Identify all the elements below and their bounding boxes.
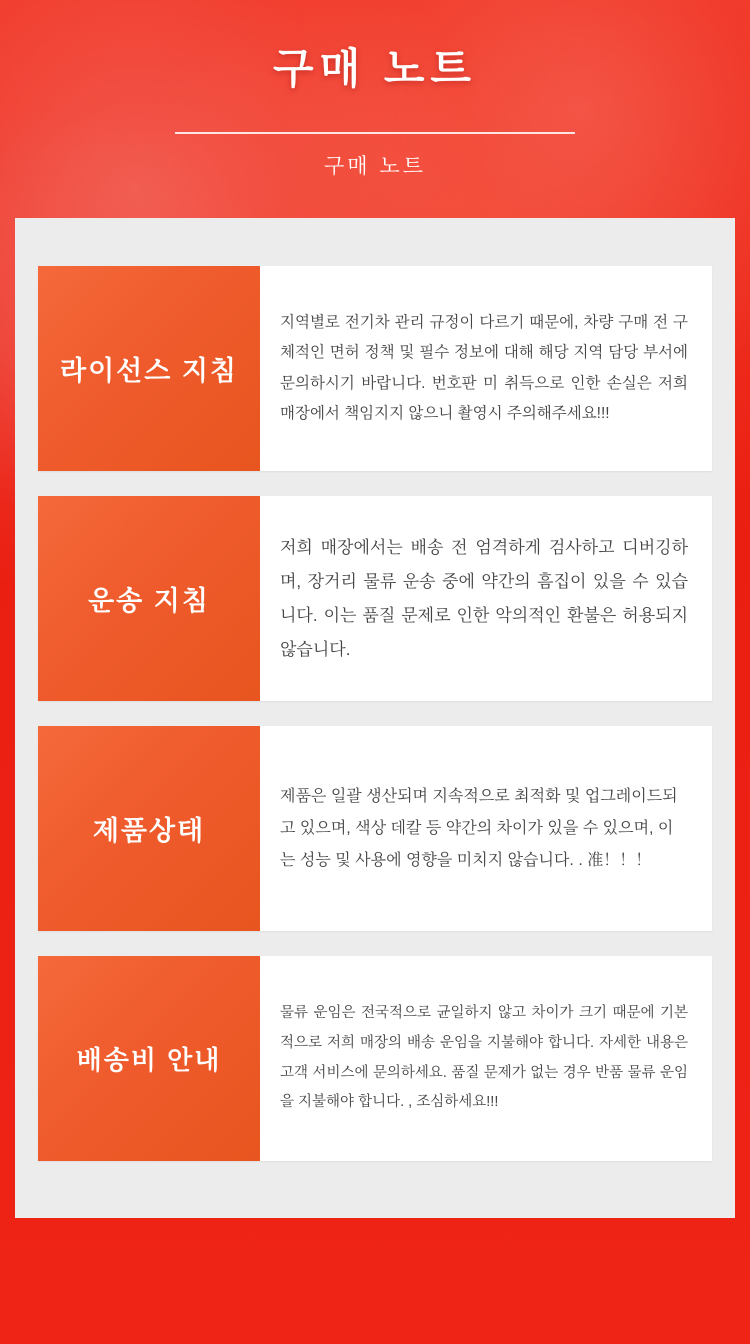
note-emphasis: 准！！！ — [587, 851, 652, 869]
note-card-shipping-instructions — [38, 496, 712, 701]
page-header — [0, 0, 750, 180]
note-text-wrap — [280, 781, 688, 877]
note-text: 저희 매장에서는 배송 전 엄격하게 검사하고 디버깅하며, 장거리 물류 운송 중에 약간의 흠집이 있을 수 있습니다. 이는 품질 문제로 인한 악의적인 환불은 허용되지 않습니다. — [280, 537, 688, 659]
note-label: 라이선스 지침 — [38, 266, 260, 471]
note-body — [260, 726, 712, 931]
note-card-license — [38, 266, 712, 471]
note-card-product-condition — [38, 726, 712, 931]
notes-panel — [15, 218, 735, 1218]
header-divider — [175, 132, 575, 134]
note-label: 운송 지침 — [38, 496, 260, 701]
note-body — [260, 956, 712, 1161]
note-body — [260, 266, 712, 471]
note-body — [260, 496, 712, 701]
note-text: 지역별로 전기차 관리 규정이 다르기 때문에, 차량 구매 전 구체적인 면허 정책 및 필수 정보에 대해 해당 지역 담당 부서에 문의하시기 바랍니다. 번호판 미 취득으로 인한 손실은 저희 매장에서 책임지지 않으니 촬영시 주의해주세요!!! — [280, 314, 688, 422]
note-card-shipping-fee — [38, 956, 712, 1161]
note-text: 물류 운임은 전국적으로 균일하지 않고 차이가 크기 때문에 기본적으로 저희 매장의 배송 운임을 지불해야 합니다. 자세한 내용은 고객 서비스에 문의하세요. 품질 문제가 없는 경우 반품 물류 운임을 지불해야 합니다. , 조심하세요!!! — [280, 1005, 688, 1111]
note-label: 배송비 안내 — [38, 956, 260, 1161]
notes-list — [15, 218, 735, 1161]
page-subtitle: 구매 노트 — [324, 155, 426, 179]
note-text: 제품은 일괄 생산되며 지속적으로 최적화 및 업그레이드되고 있으며, 색상 데칼 등 약간의 차이가 있을 수 있으며, 이는 성능 및 사용에 영향을 미치지 않습니다. . — [280, 787, 678, 869]
note-label: 제품상태 — [38, 726, 260, 931]
page-title: 구매 노트 — [273, 45, 477, 92]
